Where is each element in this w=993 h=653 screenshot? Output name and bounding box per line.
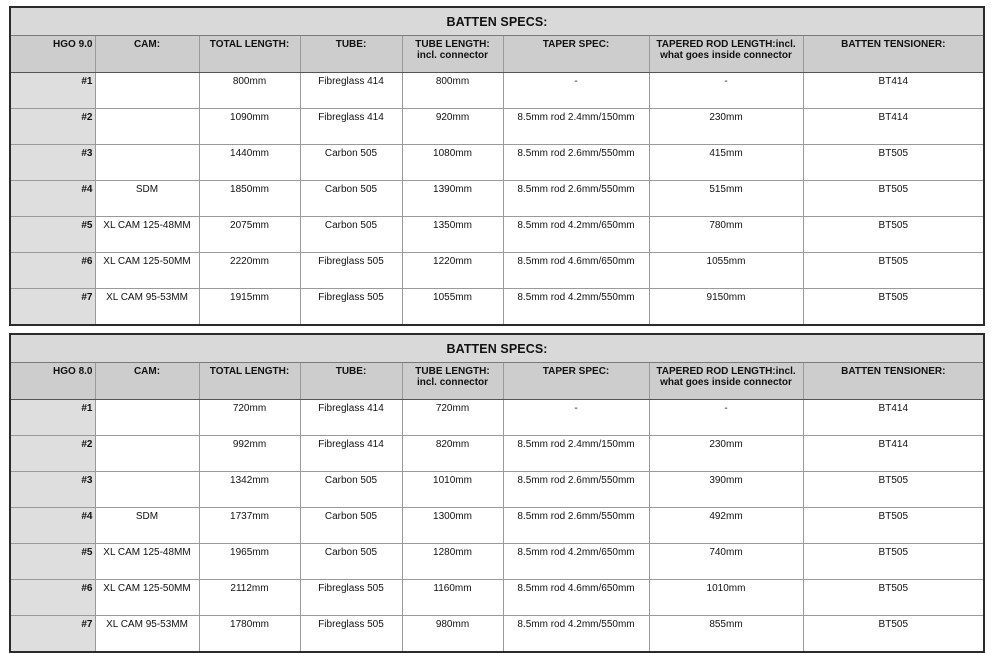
taper-spec-cell: 8.5mm rod 2.6mm/550mm <box>503 508 649 544</box>
table-row <box>10 73 984 109</box>
cam-cell: XL CAM 95-53MM <box>95 289 199 326</box>
table-row <box>10 400 984 436</box>
tube-cell: Fibreglass 414 <box>300 109 402 145</box>
total-length-cell: 2112mm <box>199 580 300 616</box>
taper-spec-cell: 8.5mm rod 4.2mm/650mm <box>503 217 649 253</box>
cam-cell: SDM <box>95 181 199 217</box>
tube-cell: Carbon 505 <box>300 181 402 217</box>
tensioner-cell: BT414 <box>803 73 984 109</box>
tube-cell: Fibreglass 505 <box>300 616 402 653</box>
batten-number: #6 <box>10 253 95 289</box>
tube-length-header-line1: TUBE LENGTH: <box>415 366 490 377</box>
tapered-rod-length-cell: - <box>649 400 803 436</box>
tensioner-cell: BT505 <box>803 253 984 289</box>
tapered-rod-length-cell: 9150mm <box>649 289 803 326</box>
cam-cell <box>95 109 199 145</box>
cam-cell: XL CAM 125-48MM <box>95 217 199 253</box>
total-length-header: TOTAL LENGTH: <box>199 363 300 400</box>
tapered-rod-length-cell: 1010mm <box>649 580 803 616</box>
batten-number: #5 <box>10 217 95 253</box>
batten-number: #3 <box>10 472 95 508</box>
total-length-cell: 992mm <box>199 436 300 472</box>
table-row <box>10 616 984 653</box>
tube-length-cell: 820mm <box>402 436 503 472</box>
tapered-rod-header-line2: what goes inside connector <box>660 377 792 388</box>
taper-spec-cell: - <box>503 400 649 436</box>
tube-length-cell: 720mm <box>402 400 503 436</box>
tube-cell: Carbon 505 <box>300 217 402 253</box>
batten-number: #4 <box>10 181 95 217</box>
tube-length-cell: 1010mm <box>402 472 503 508</box>
batten-tensioner-header: BATTEN TENSIONER: <box>803 363 984 400</box>
tube-length-cell: 1220mm <box>402 253 503 289</box>
tensioner-cell: BT505 <box>803 508 984 544</box>
taper-spec-cell: 8.5mm rod 2.4mm/150mm <box>503 109 649 145</box>
tube-length-cell: 980mm <box>402 616 503 653</box>
taper-spec-cell: 8.5mm rod 4.2mm/550mm <box>503 289 649 326</box>
tensioner-cell: BT505 <box>803 181 984 217</box>
total-length-cell: 1850mm <box>199 181 300 217</box>
taper-spec-cell: 8.5mm rod 4.6mm/650mm <box>503 580 649 616</box>
tapered-rod-length-cell: 855mm <box>649 616 803 653</box>
cam-cell <box>95 400 199 436</box>
tensioner-cell: BT505 <box>803 289 984 326</box>
taper-spec-cell: 8.5mm rod 2.4mm/150mm <box>503 436 649 472</box>
model-header: HGO 9.0 <box>10 36 95 73</box>
tube-cell: Fibreglass 505 <box>300 580 402 616</box>
tube-length-cell: 800mm <box>402 73 503 109</box>
total-length-header: TOTAL LENGTH: <box>199 36 300 73</box>
tapered-rod-length-header <box>649 363 803 400</box>
table-row <box>10 145 984 181</box>
table-row <box>10 544 984 580</box>
tensioner-cell: BT414 <box>803 109 984 145</box>
tube-length-cell: 1080mm <box>402 145 503 181</box>
total-length-cell: 1090mm <box>199 109 300 145</box>
tapered-rod-length-cell: 230mm <box>649 436 803 472</box>
table-title: BATTEN SPECS: <box>10 7 984 36</box>
total-length-cell: 1440mm <box>199 145 300 181</box>
taper-spec-cell: 8.5mm rod 4.2mm/550mm <box>503 616 649 653</box>
batten-number: #3 <box>10 145 95 181</box>
tube-length-cell: 1160mm <box>402 580 503 616</box>
tube-cell: Fibreglass 414 <box>300 73 402 109</box>
tapered-rod-length-cell: 230mm <box>649 109 803 145</box>
tapered-rod-length-cell: - <box>649 73 803 109</box>
batten-number: #7 <box>10 616 95 653</box>
batten-number: #2 <box>10 109 95 145</box>
model-header: HGO 8.0 <box>10 363 95 400</box>
tube-cell: Carbon 505 <box>300 544 402 580</box>
tensioner-cell: BT505 <box>803 616 984 653</box>
batten-number: #2 <box>10 436 95 472</box>
taper-spec-cell: 8.5mm rod 2.6mm/550mm <box>503 181 649 217</box>
tube-length-header-line2: incl. connector <box>416 50 489 61</box>
tapered-rod-length-header <box>649 36 803 73</box>
cam-header: CAM: <box>95 363 199 400</box>
cam-cell <box>95 73 199 109</box>
tapered-rod-length-cell: 390mm <box>649 472 803 508</box>
taper-spec-cell: 8.5mm rod 2.6mm/550mm <box>503 145 649 181</box>
tube-length-cell: 1350mm <box>402 217 503 253</box>
tensioner-cell: BT505 <box>803 544 984 580</box>
taper-spec-cell: 8.5mm rod 4.6mm/650mm <box>503 253 649 289</box>
tensioner-cell: BT414 <box>803 436 984 472</box>
tapered-rod-length-cell: 780mm <box>649 217 803 253</box>
cam-header: CAM: <box>95 36 199 73</box>
cam-cell <box>95 472 199 508</box>
taper-spec-cell: 8.5mm rod 2.6mm/550mm <box>503 472 649 508</box>
cam-cell: XL CAM 125-50MM <box>95 253 199 289</box>
tube-cell: Carbon 505 <box>300 472 402 508</box>
total-length-cell: 800mm <box>199 73 300 109</box>
taper-spec-cell: - <box>503 73 649 109</box>
taper-spec-header: TAPER SPEC: <box>503 36 649 73</box>
batten-number: #5 <box>10 544 95 580</box>
tensioner-cell: BT505 <box>803 145 984 181</box>
tube-cell: Fibreglass 505 <box>300 253 402 289</box>
tube-length-cell: 1280mm <box>402 544 503 580</box>
total-length-cell: 1965mm <box>199 544 300 580</box>
cam-cell: SDM <box>95 508 199 544</box>
cam-cell <box>95 436 199 472</box>
tube-cell: Fibreglass 414 <box>300 400 402 436</box>
tube-length-cell: 1055mm <box>402 289 503 326</box>
table-row <box>10 436 984 472</box>
table-row <box>10 217 984 253</box>
table-row <box>10 109 984 145</box>
table-row <box>10 508 984 544</box>
batten-number: #1 <box>10 73 95 109</box>
tube-cell: Carbon 505 <box>300 508 402 544</box>
batten-number: #4 <box>10 508 95 544</box>
tensioner-cell: BT414 <box>803 400 984 436</box>
tube-length-header-line1: TUBE LENGTH: <box>415 39 490 50</box>
batten-number: #6 <box>10 580 95 616</box>
cam-cell <box>95 145 199 181</box>
taper-spec-cell: 8.5mm rod 4.2mm/650mm <box>503 544 649 580</box>
tube-header: TUBE: <box>300 363 402 400</box>
tube-length-cell: 1300mm <box>402 508 503 544</box>
total-length-cell: 2075mm <box>199 217 300 253</box>
cam-cell: XL CAM 125-48MM <box>95 544 199 580</box>
tube-cell: Fibreglass 414 <box>300 436 402 472</box>
tapered-rod-length-cell: 1055mm <box>649 253 803 289</box>
tapered-rod-length-cell: 492mm <box>649 508 803 544</box>
batten-specs-table-hgo-8 <box>9 333 985 653</box>
tapered-rod-header-line2: what goes inside connector <box>660 50 792 61</box>
table-title: BATTEN SPECS: <box>10 334 984 363</box>
tapered-rod-header-line1: TAPERED ROD LENGTH:incl. <box>656 39 796 50</box>
taper-spec-header: TAPER SPEC: <box>503 363 649 400</box>
total-length-cell: 2220mm <box>199 253 300 289</box>
tube-header: TUBE: <box>300 36 402 73</box>
table-row <box>10 472 984 508</box>
tube-length-header <box>402 363 503 400</box>
table-row <box>10 289 984 326</box>
tensioner-cell: BT505 <box>803 472 984 508</box>
tube-length-cell: 920mm <box>402 109 503 145</box>
tube-length-header <box>402 36 503 73</box>
tapered-rod-length-cell: 740mm <box>649 544 803 580</box>
tensioner-cell: BT505 <box>803 217 984 253</box>
total-length-cell: 1780mm <box>199 616 300 653</box>
table-row <box>10 181 984 217</box>
tapered-rod-length-cell: 415mm <box>649 145 803 181</box>
table-row <box>10 580 984 616</box>
batten-number: #1 <box>10 400 95 436</box>
batten-tensioner-header: BATTEN TENSIONER: <box>803 36 984 73</box>
batten-number: #7 <box>10 289 95 326</box>
tapered-rod-length-cell: 515mm <box>649 181 803 217</box>
cam-cell: XL CAM 125-50MM <box>95 580 199 616</box>
tube-length-header-line2: incl. connector <box>416 377 489 388</box>
tube-cell: Fibreglass 505 <box>300 289 402 326</box>
cam-cell: XL CAM 95-53MM <box>95 616 199 653</box>
total-length-cell: 1915mm <box>199 289 300 326</box>
batten-specs-table-hgo-9 <box>9 6 985 326</box>
tapered-rod-header-line1: TAPERED ROD LENGTH:incl. <box>656 366 796 377</box>
tube-cell: Carbon 505 <box>300 145 402 181</box>
table-row <box>10 253 984 289</box>
tensioner-cell: BT505 <box>803 580 984 616</box>
total-length-cell: 720mm <box>199 400 300 436</box>
tube-length-cell: 1390mm <box>402 181 503 217</box>
total-length-cell: 1737mm <box>199 508 300 544</box>
total-length-cell: 1342mm <box>199 472 300 508</box>
